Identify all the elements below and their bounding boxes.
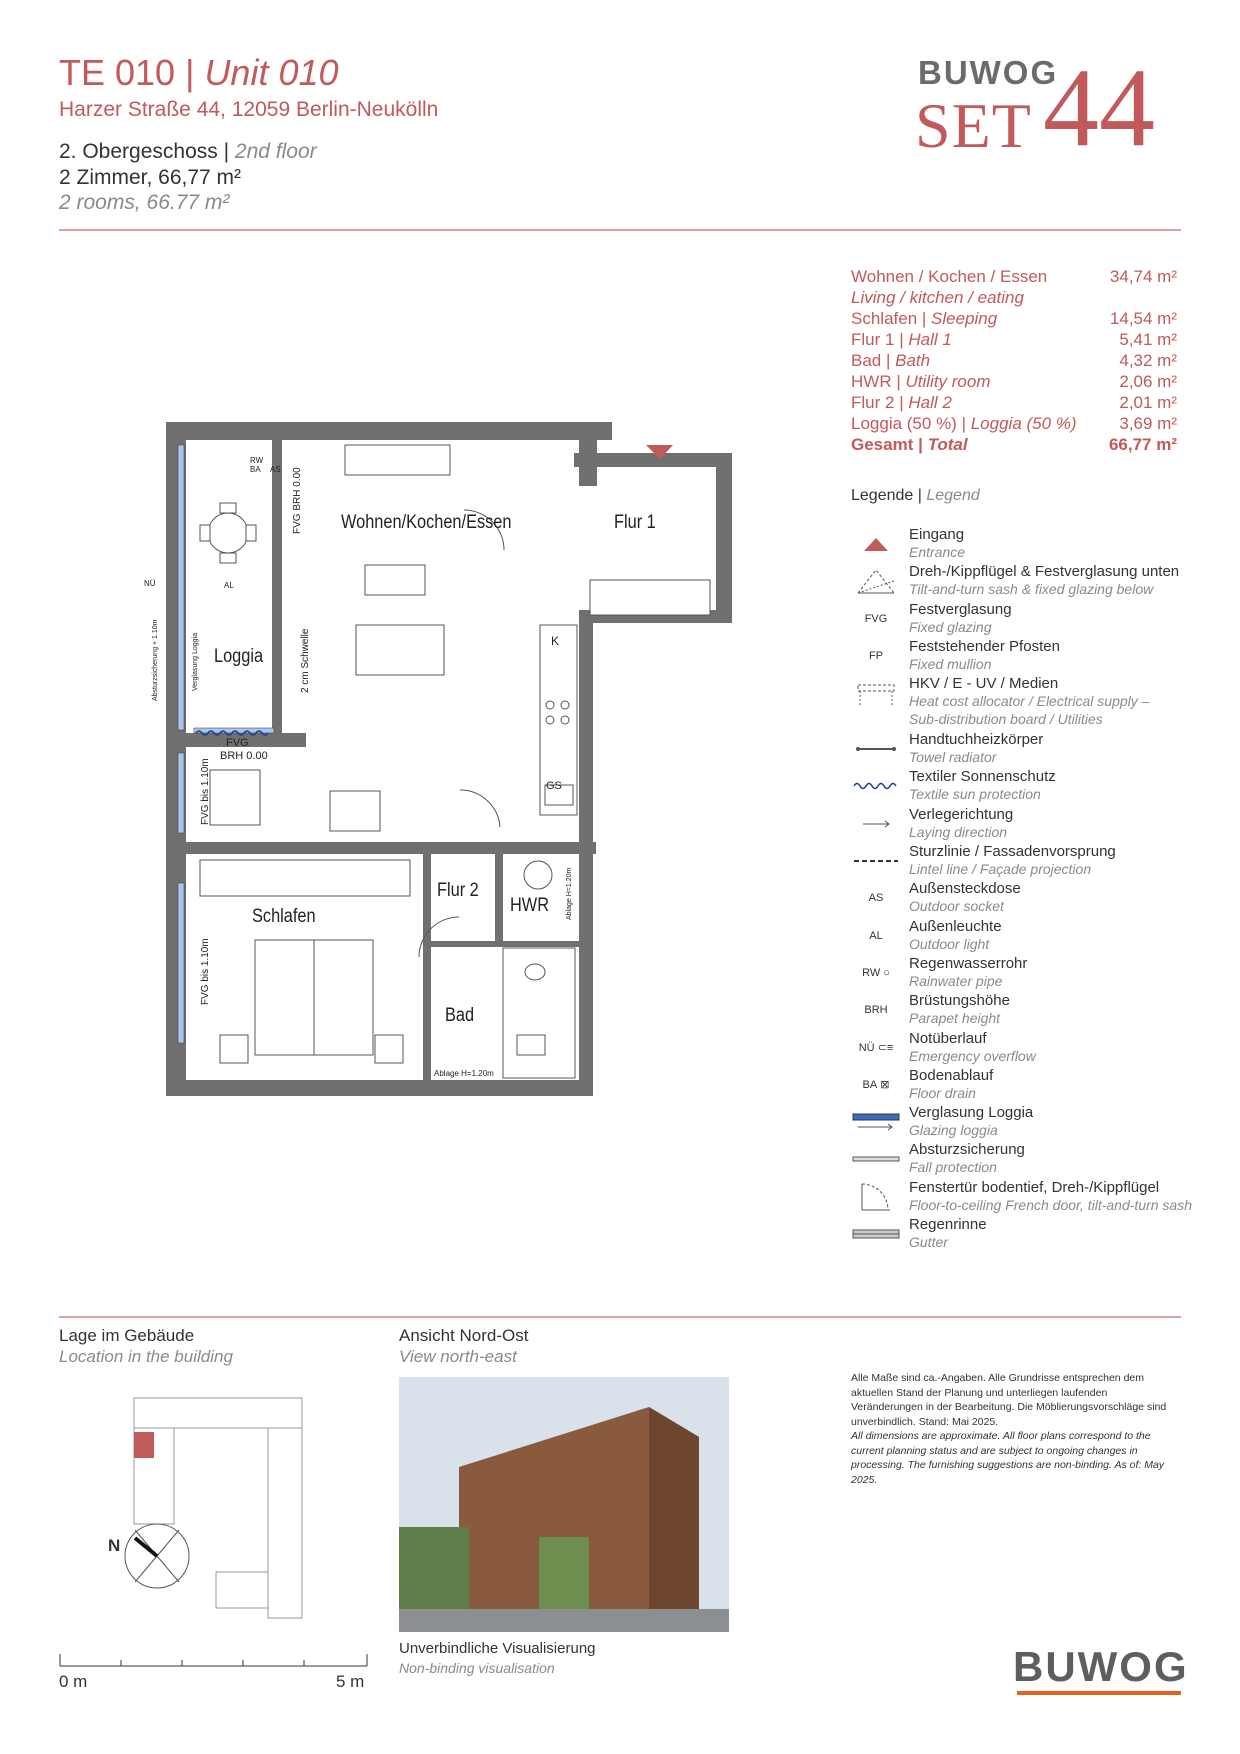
- legend-label-en: Emergency overflow: [909, 1047, 1036, 1064]
- area-total-row: [851, 434, 1177, 455]
- legend-label: Außensteckdose: [909, 880, 1021, 898]
- floor-label: [59, 140, 317, 164]
- sun-protection-icon: [851, 772, 901, 800]
- bottom-divider: [59, 1316, 1181, 1318]
- legend-label-en: Fall protection: [909, 1159, 997, 1176]
- disclaimer-en: All dimensions are approximate. All floor plans correspond to the current planning status and are subject to ongoing changes in processing. The furnishing suggestions are non-binding. As of: May 2025.: [851, 1430, 1165, 1486]
- french-door-icon: [851, 1183, 901, 1211]
- fixed-glazing-icon: FVG: [864, 612, 888, 625]
- legend-label-en: Floor drain: [909, 1084, 976, 1101]
- disclaimer: [851, 1371, 1181, 1487]
- emergency-overflow-icon: NÜ ⊂≡: [858, 1041, 894, 1055]
- area-row: [851, 392, 1177, 413]
- legend-label: HKV / E - UV / Medien: [909, 675, 1059, 693]
- logo-buwog: BUWOG: [918, 54, 1059, 91]
- legend-sep: |: [913, 487, 927, 504]
- legend-item: [851, 731, 1191, 768]
- room-bath: Bad: [445, 1005, 475, 1026]
- legend-label-en: Entrance: [909, 544, 966, 560]
- area-sep: |: [917, 309, 932, 328]
- legend-item: [851, 526, 1191, 563]
- legend-label-en: Fixed mullion: [909, 655, 992, 672]
- gutter-icon: [851, 1220, 901, 1248]
- threshold-label: 2 cm Schwelle: [300, 628, 311, 693]
- fvg-110-label: FVG bis 1.10m: [200, 758, 211, 825]
- north-label: N: [108, 1536, 121, 1555]
- legend-item: [851, 806, 1191, 843]
- legend-item: [851, 1216, 1191, 1253]
- area-name-en: Living / kitchen / eating: [851, 288, 1024, 307]
- header-divider: [59, 229, 1181, 231]
- area-row: [851, 308, 1177, 329]
- room-hall2: Flur 2: [437, 880, 479, 901]
- legend-list: [851, 526, 1191, 1253]
- logo-number: 44: [1043, 46, 1155, 170]
- room-living: Wohnen/Kochen/Essen: [341, 512, 512, 533]
- unit-highlight: [134, 1432, 154, 1458]
- area-name: Schlafen: [851, 309, 918, 328]
- room-sleeping: Schlafen: [252, 906, 316, 927]
- legend-label: Festverglasung: [909, 600, 1012, 618]
- area-row: [851, 329, 1177, 350]
- legend-label-en: Gutter: [909, 1234, 948, 1251]
- legend-label: Sturzlinie / Fassadenvorsprung: [909, 843, 1116, 861]
- area-sep: |: [891, 372, 906, 391]
- legend-label-en: Heat cost allocator / Electrical supply –: [909, 693, 1150, 710]
- legend-label: Absturzsicherung: [909, 1141, 1025, 1159]
- legend-item: [851, 601, 1191, 638]
- area-name: Bad: [851, 351, 882, 370]
- hwr-shelf-label: Ablage H=1.20m: [566, 867, 573, 920]
- legend-item: [851, 992, 1191, 1029]
- ba-label: BA: [250, 465, 261, 474]
- legend-label: Verglasung Loggia: [909, 1104, 1034, 1122]
- as-label: AS: [270, 465, 281, 474]
- view-subtitle: View north-east: [399, 1347, 517, 1366]
- legend-label: Regenwasserrohr: [909, 954, 1028, 972]
- outdoor-socket-icon: AS: [868, 892, 884, 905]
- fvg-brh-label: FVG BRH 0.00: [292, 467, 303, 534]
- location-title: Lage im Gebäude: [59, 1326, 195, 1345]
- total-value: 66,77 m²: [1108, 435, 1177, 454]
- area-name: HWR: [851, 372, 892, 391]
- area-sep: |: [913, 435, 928, 454]
- legend-label-en: Parapet height: [909, 1010, 1001, 1027]
- bath-shelf-label: Ablage H=1.20m: [434, 1069, 494, 1078]
- area-name-en: Sleeping: [931, 309, 998, 328]
- legend-title: [851, 487, 980, 505]
- scale-bar: [59, 1652, 369, 1668]
- legend-label: Bodenablauf: [909, 1066, 994, 1084]
- legend-label-en: Textile sun protection: [909, 786, 1041, 803]
- location-subtitle: Location in the building: [59, 1347, 233, 1366]
- utilities-icon: [851, 679, 901, 707]
- towel-radiator-icon: [851, 735, 901, 763]
- fall-protection-label: Absturzsicherung + 1.10m: [152, 619, 159, 701]
- area-value: 34,74 m²: [1109, 267, 1177, 286]
- floor-separator: |: [217, 140, 235, 163]
- room-hall1: Flur 1: [614, 512, 656, 533]
- legend-item: [851, 563, 1191, 600]
- total-label: Gesamt: [851, 435, 914, 454]
- area-value: 2,01 m²: [1119, 393, 1177, 412]
- scale-end: 5 m: [336, 1672, 365, 1691]
- legend-label: Außenleuchte: [909, 917, 1002, 935]
- legend-item: [851, 1179, 1191, 1216]
- glazing-loggia-icon: [851, 1108, 901, 1136]
- legend-title-de: Legende: [851, 487, 914, 504]
- gs-label: GS: [546, 780, 562, 792]
- logo-set: SET: [915, 90, 1032, 161]
- area-value: 2,06 m²: [1119, 372, 1177, 391]
- legend-label: Dreh-/Kippflügel & Festverglasung unten: [909, 563, 1180, 581]
- legend-label-en: Outdoor socket: [909, 898, 1004, 915]
- legend-label-en: Tilt-and-turn sash & fixed glazing below: [909, 581, 1154, 598]
- location-map: [118, 1390, 348, 1620]
- fixed-mullion-icon: FP: [868, 649, 884, 662]
- legend-label-en: Glazing loggia: [909, 1122, 998, 1139]
- address: Harzer Straße 44, 12059 Berlin-Neukölln: [59, 98, 439, 121]
- legend-title-en: Legend: [926, 487, 980, 504]
- legend-label-en: Floor-to-ceiling French door, tilt-and-turn sash: [909, 1196, 1192, 1213]
- legend-item: [851, 1141, 1191, 1178]
- legend-label: Feststehender Pfosten: [909, 637, 1060, 655]
- legend-label: Textiler Sonnenschutz: [909, 768, 1056, 786]
- areas-table: [851, 266, 1177, 455]
- legend-label: Eingang: [909, 526, 965, 543]
- scale-start: 0 m: [59, 1672, 88, 1691]
- disclaimer-de: Alle Maße sind ca.-Angaben. Alle Grundrisse entsprechen dem aktuellen Stand der Planung und unterliegen laufenden Veränderungen in der Bearbeitung. Die Möblierungsvorschläge sind unverbindlich. Stand: Mai 2025.: [851, 1372, 1167, 1428]
- floor-drain-icon: BA ⊠: [862, 1078, 890, 1092]
- floor-en: 2nd floor: [234, 140, 317, 163]
- area-value: 14,54 m²: [1109, 309, 1177, 328]
- legend-label: Verlegerichtung: [909, 805, 1014, 823]
- area-row: [851, 350, 1177, 371]
- legend-item: [851, 1030, 1191, 1067]
- legend-label-en: Rainwater pipe: [909, 972, 1003, 989]
- nu-label: NÜ: [144, 579, 156, 588]
- legend-label-en: Towel radiator: [909, 749, 997, 766]
- area-value: 4,32 m²: [1119, 351, 1177, 370]
- tilt-turn-sash-icon: [851, 567, 901, 595]
- lintel-line-icon: [851, 847, 901, 875]
- rainwater-pipe-icon: RW ○: [862, 966, 890, 979]
- area-sep: |: [894, 330, 909, 349]
- legend-label-en: Laying direction: [909, 823, 1008, 840]
- kitchen-label: K: [551, 634, 560, 648]
- floor-de: 2. Obergeschoss: [59, 140, 218, 163]
- area-name-en: Utility room: [905, 372, 991, 391]
- area-sep: |: [881, 351, 896, 370]
- parapet-height-icon: BRH: [864, 1004, 888, 1017]
- area-row: [851, 413, 1177, 434]
- title-separator: |: [175, 52, 205, 93]
- legend-item: [851, 880, 1191, 917]
- legend-item: [851, 1067, 1191, 1104]
- brand-underline: [1017, 1691, 1181, 1695]
- legend-item: [851, 675, 1191, 731]
- visualisation-note-en: Non-binding visualisation: [399, 1660, 555, 1676]
- view-title: Ansicht Nord-Ost: [399, 1326, 529, 1345]
- legend-label-en: Sub-distribution board / Utilities: [909, 711, 1103, 728]
- legend-item: [851, 955, 1191, 992]
- loggia-glazing-label: Verglasung Loggia: [192, 633, 199, 691]
- fall-protection-icon: [851, 1145, 901, 1173]
- area-sep: |: [894, 393, 909, 412]
- area-name: Loggia (50 %): [851, 414, 957, 433]
- rooms-en: 2 rooms, 66.77 m²: [59, 191, 230, 214]
- legend-item: [851, 918, 1191, 955]
- rooms-de: 2 Zimmer, 66,77 m²: [59, 166, 242, 189]
- unit-id-de: TE 010: [59, 52, 176, 93]
- room-utility: HWR: [510, 895, 550, 916]
- area-name-en: Bath: [895, 351, 931, 370]
- fvg-label: FVG: [226, 737, 249, 749]
- legend-item: [851, 768, 1191, 805]
- legend-label: Regenrinne: [909, 1216, 987, 1234]
- legend-item: [851, 843, 1191, 880]
- area-name: Flur 1: [851, 330, 895, 349]
- area-row: [851, 371, 1177, 392]
- fvg-110-label: FVG bis 1.10m: [200, 938, 211, 1005]
- room-loggia: Loggia: [214, 646, 264, 667]
- building-visualisation: [399, 1377, 729, 1632]
- laying-direction-icon: [851, 810, 901, 838]
- outdoor-light-icon: AL: [869, 929, 883, 942]
- brand-logo: BUWOG: [1013, 1643, 1189, 1690]
- legend-label-en: Lintel line / Façade projection: [909, 861, 1092, 878]
- unit-id-en: Unit 010: [204, 52, 339, 93]
- total-label-en: Total: [927, 435, 968, 454]
- area-name-en: Hall 2: [908, 393, 952, 412]
- legend-label: Brüstungshöhe: [909, 992, 1010, 1010]
- visualisation-note: Unverbindliche Visualisierung: [399, 1640, 596, 1657]
- legend-label-en: Outdoor light: [909, 935, 990, 952]
- area-name: Wohnen / Kochen / Essen: [851, 267, 1048, 286]
- area-row: [851, 266, 1177, 287]
- rw-abbr: RW: [862, 966, 881, 979]
- al-label: AL: [224, 581, 234, 590]
- legend-item: [851, 638, 1191, 675]
- area-sep: |: [956, 414, 971, 433]
- rw-label: RW: [250, 456, 264, 465]
- legend-label-en: Fixed glazing: [909, 618, 992, 635]
- legend-label: Fenstertür bodentief, Dreh-/Kippflügel: [909, 1178, 1160, 1196]
- area-name: Flur 2: [851, 393, 895, 412]
- entrance-triangle-icon: [851, 530, 901, 558]
- area-name-en: Loggia (50 %): [970, 414, 1077, 433]
- legend-item: [851, 1104, 1191, 1141]
- legend-label: Handtuchheizkörper: [909, 731, 1044, 749]
- nu-abbr: NÜ: [858, 1041, 875, 1054]
- ba-abbr: BA: [862, 1078, 878, 1091]
- area-value: 3,69 m²: [1119, 414, 1177, 433]
- area-value: 5,41 m²: [1119, 330, 1177, 349]
- area-name-en: Hall 1: [908, 330, 952, 349]
- legend-label: Notüberlauf: [909, 1029, 987, 1047]
- brh-label: BRH 0.00: [220, 750, 268, 762]
- unit-title: [59, 52, 339, 94]
